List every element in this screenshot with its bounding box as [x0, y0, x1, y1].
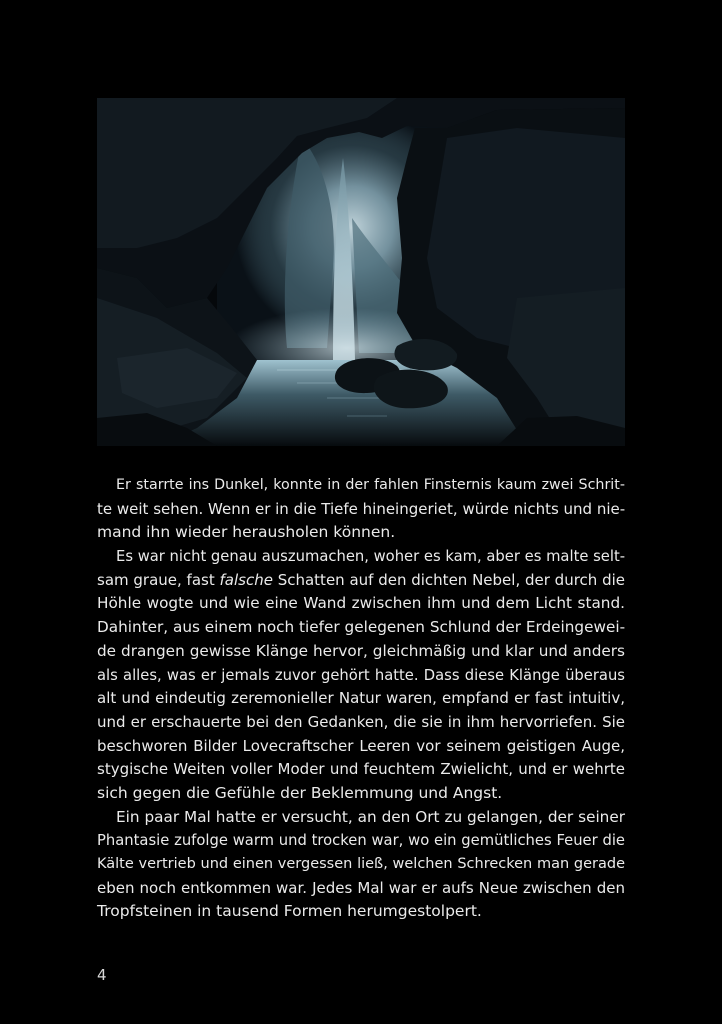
- text-line: mand ihn wieder herausholen können.: [97, 523, 396, 542]
- text-line: sich gegen die Gefühle der Beklemmung und Angst.: [97, 783, 503, 802]
- text-line: Dahinter, aus einem noch tiefer gelegenen Schlund der Erdeingewei-: [97, 618, 626, 637]
- text-line: beschworen Bilder Lovecraftscher Leeren vor seinem geistigen Auge,: [97, 736, 625, 755]
- text-line: als alles, was er jemals zuvor gehört hatte. Dass diese Klänge überaus: [97, 666, 625, 684]
- text-line: und er erschauerte bei den Gedanken, die sie in ihm hervorriefen. Sie: [97, 712, 625, 731]
- text-line: Kälte vertrieb und einen vergessen ließ, welchen Schrecken man gerade: [97, 856, 625, 872]
- text-line: Höhle wogte und wie eine Wand zwischen ihm und dem Licht stand.: [97, 594, 625, 613]
- text-line: te weit sehen. Wenn er in die Tiefe hineingeriet, würde nichts und nie-: [97, 499, 626, 518]
- text-line: Phantasie zufolge warm und trocken war, wo ein gemütliches Feuer die: [97, 832, 625, 850]
- emphasized-word: falsche: [219, 570, 273, 589]
- text-line: Tropfsteinen in tausend Formen herumgestolpert.: [97, 902, 482, 921]
- text-line-with-emphasis: [97, 569, 625, 593]
- text-line: de drangen gewisse Klänge hervor, gleichmäßig und klar und anders: [97, 641, 625, 660]
- cave-image: [97, 98, 625, 446]
- cave-illustration: [97, 98, 625, 446]
- text-segment: Schatten auf den dichten Nebel, der durch die: [272, 570, 625, 589]
- text-line: Es war nicht genau auszumachen, woher es kam, aber es malte selt-: [116, 548, 626, 566]
- text-line: eben noch entkommen war. Jedes Mal war er aufs Neue zwischen den: [97, 878, 625, 897]
- text-line: alt und eindeutig zeremonieller Natur waren, empfand er fast intuitiv,: [97, 689, 625, 708]
- text-segment: sam graue, fast: [97, 570, 220, 589]
- text-line: Ein paar Mal hatte er versucht, an den Ort zu gelangen, der seiner: [116, 807, 625, 826]
- text-line: Er starrte ins Dunkel, konnte in der fahlen Finsternis kaum zwei Schrit-: [116, 477, 625, 493]
- page-number: 4: [97, 966, 107, 984]
- text-line: stygische Weiten voller Moder und feuchtem Zwielicht, und er wehrte: [97, 760, 625, 779]
- story-text: [97, 474, 625, 924]
